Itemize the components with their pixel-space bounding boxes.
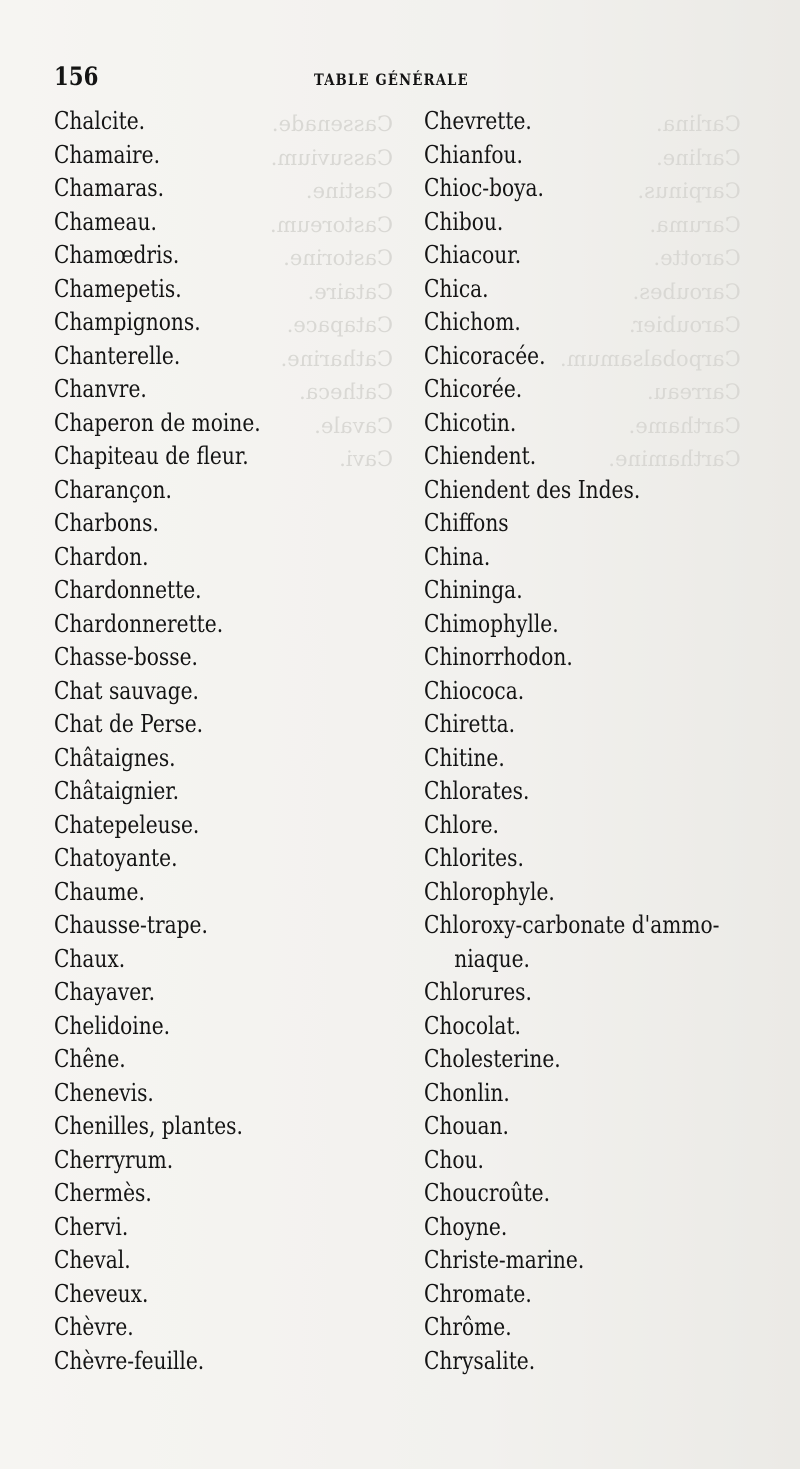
index-entry: Cholesterine. bbox=[424, 1045, 561, 1073]
index-entry: Chausse-trape. bbox=[54, 911, 208, 939]
index-entry: Chaperon de moine. bbox=[54, 408, 261, 437]
index-entry: Chamaras. bbox=[54, 174, 164, 202]
index-entry: Christe-marine. bbox=[424, 1246, 585, 1274]
index-entry: Chat sauvage. bbox=[54, 676, 199, 705]
page-header bbox=[54, 62, 754, 96]
index-entry: Chichom. bbox=[424, 308, 521, 336]
index-entry: Chatepeleuse. bbox=[54, 810, 200, 839]
index-entry: Chrôme. bbox=[424, 1313, 512, 1341]
index-entry: Chalcite. bbox=[54, 107, 146, 135]
index-entry: Chanterelle. bbox=[54, 341, 181, 370]
index-entry: Chloroxy-carbonate d'ammo- bbox=[424, 911, 720, 939]
index-entry: China. bbox=[424, 542, 491, 571]
index-entry: Chèvre-feuille. bbox=[54, 1346, 205, 1375]
show-through-text: Carlina. Carline. Carpinus. Caruma. Carotte. Caroubes. Caroubier. Carpobalsamum. Carreau. Carthame. Carthamine. bbox=[560, 112, 741, 471]
index-entry: Chasse-bosse. bbox=[54, 643, 198, 671]
index-entry: Chiacour. bbox=[424, 241, 522, 269]
index-entry: Chimophylle. bbox=[424, 609, 559, 638]
index-entry: Chardonnerette. bbox=[54, 609, 224, 638]
index-entry: Chouan. bbox=[424, 1112, 509, 1140]
index-entry: Chicoracée. bbox=[424, 341, 546, 370]
index-entry: Chardon. bbox=[54, 542, 149, 571]
index-entry: Châtaignes. bbox=[54, 743, 176, 772]
index-column-right bbox=[424, 105, 776, 1378]
index-entry: Choyne. bbox=[424, 1212, 508, 1241]
index-entry: Chêne. bbox=[54, 1045, 126, 1073]
index-entry: Chioc-boya. bbox=[424, 174, 544, 202]
index-entry: Chelidoine. bbox=[54, 1011, 171, 1040]
index-entry: Chamaire. bbox=[54, 140, 160, 169]
index-entry: Chlore. bbox=[424, 810, 499, 839]
index-entry: Chinorrhodon. bbox=[424, 643, 573, 671]
index-entry: Chonlin. bbox=[424, 1078, 510, 1107]
show-through-text: Cassenade. Cassuvium. Castine. Castoreum. Castorine. Cataire. Catapace. Catharine. Catheca. Cavale. Cavi. bbox=[270, 112, 394, 471]
index-entry: Châtaignier. bbox=[54, 777, 180, 805]
index-entry: Chat de Perse. bbox=[54, 710, 204, 738]
index-entry: Chrysalite. bbox=[424, 1346, 536, 1375]
index-entry: Chlorites. bbox=[424, 844, 524, 872]
index-entry: Chlorates. bbox=[424, 777, 530, 805]
index-entry: Chaume. bbox=[54, 877, 145, 906]
index-entry: Chardonnette. bbox=[54, 576, 202, 604]
index-entry: Chevrette. bbox=[424, 107, 532, 135]
running-title: TABLE GÉNÉRALE bbox=[314, 70, 469, 89]
index-entry: Choucroûte. bbox=[424, 1179, 551, 1207]
index-entry: Chicotin. bbox=[424, 408, 517, 437]
index-entry: Chanvre. bbox=[54, 375, 147, 403]
index-entry: Cheveux. bbox=[54, 1279, 149, 1308]
index-entry: Chlorures. bbox=[424, 978, 532, 1006]
index-entry: Chameau. bbox=[54, 207, 157, 236]
index-entry: Chaux. bbox=[54, 944, 126, 973]
index-entry: Chianfou. bbox=[424, 140, 523, 169]
index-entry: Chininga. bbox=[424, 576, 523, 604]
index-entry: Chenilles, plantes. bbox=[54, 1112, 243, 1140]
index-entry: Cheval. bbox=[54, 1246, 131, 1274]
index-entry: Chermès. bbox=[54, 1179, 152, 1207]
index-entry: Chayaver. bbox=[54, 978, 155, 1006]
index-entry: Chlorophyle. bbox=[424, 877, 555, 906]
index-entry: Chapiteau de fleur. bbox=[54, 442, 249, 470]
index-entry: Cherryrum. bbox=[54, 1145, 174, 1174]
index-entry: niaque. bbox=[454, 944, 530, 973]
index-entry: Chiretta. bbox=[424, 710, 516, 738]
index-entry: Chou. bbox=[424, 1145, 484, 1174]
index-entry: Chocolat. bbox=[424, 1011, 521, 1040]
index-entry: Champignons. bbox=[54, 308, 201, 336]
index-entry: Chamœdris. bbox=[54, 241, 180, 269]
index-entry: Chervi. bbox=[54, 1212, 129, 1241]
index-entry: Chatoyante. bbox=[54, 844, 178, 872]
index-entry: Chitine. bbox=[424, 743, 505, 772]
index-entry: Chèvre. bbox=[54, 1313, 134, 1341]
index-entry: Chicorée. bbox=[424, 375, 523, 403]
index-entry: Chiendent. bbox=[424, 442, 537, 470]
index-entry: Chamepetis. bbox=[54, 274, 182, 303]
index-entry: Chica. bbox=[424, 274, 489, 303]
index-entry: Chiococa. bbox=[424, 676, 525, 705]
index-entry: Chromate. bbox=[424, 1279, 532, 1308]
index-column-left bbox=[54, 105, 300, 1378]
index-entry: Chiffons bbox=[424, 509, 509, 537]
page-number: 156 bbox=[54, 62, 99, 91]
index-entry: Chibou. bbox=[424, 207, 504, 236]
index-entry: Chenevis. bbox=[54, 1078, 154, 1107]
index-entry: Charbons. bbox=[54, 509, 159, 537]
index-entry: Charançon. bbox=[54, 475, 172, 504]
index-entry: Chiendent des Indes. bbox=[424, 475, 641, 504]
